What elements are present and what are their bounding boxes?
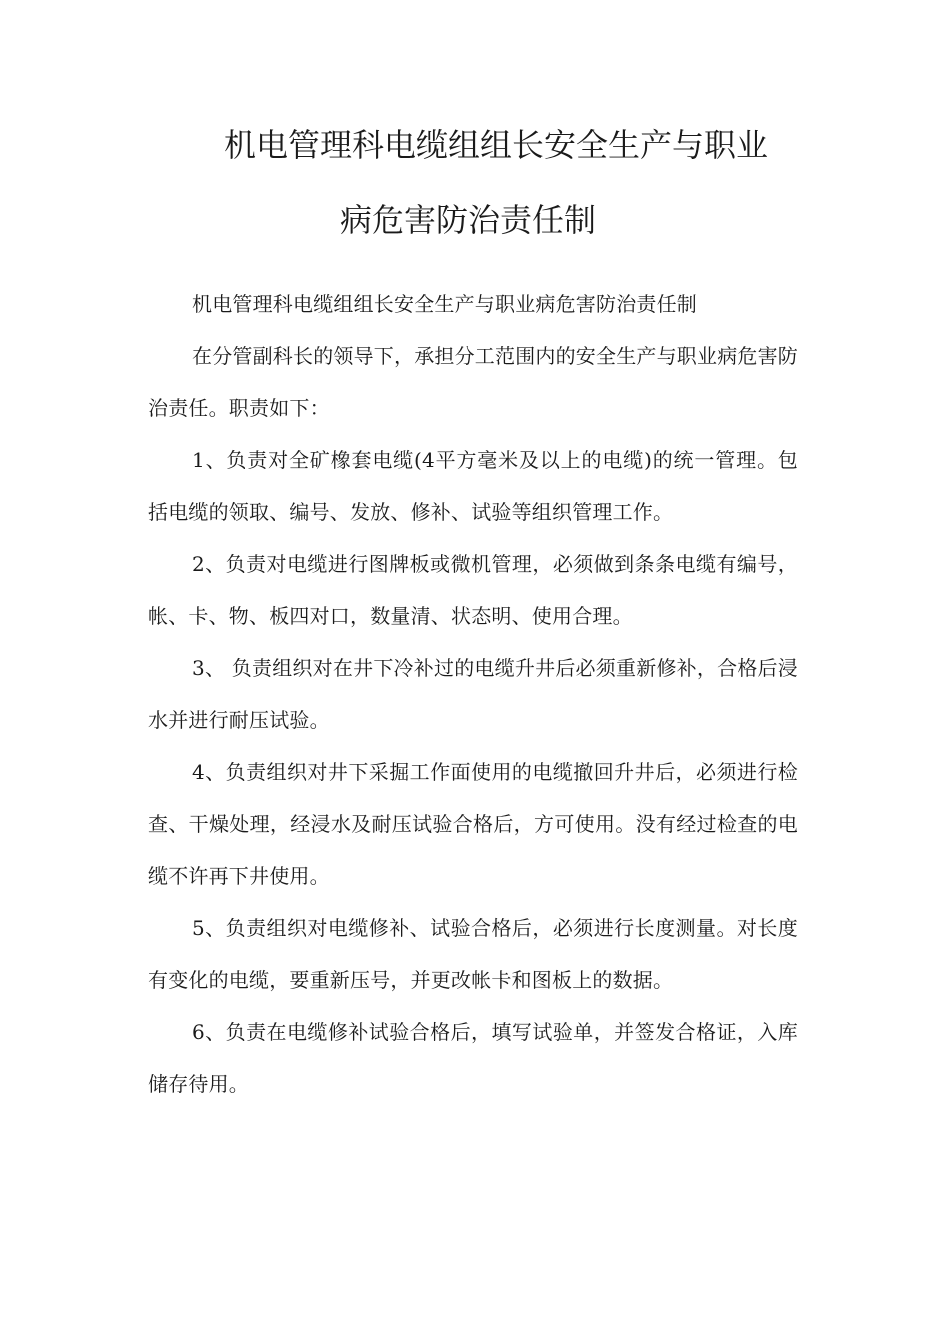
document-title-line-1: 机电管理科电缆组组长安全生产与职业 — [224, 126, 769, 164]
paragraph-duty-3: 3、 负责组织对在井下冷补过的电缆升井后必须重新修补，合格后浸水并进行耐压试验。 — [148, 656, 798, 732]
paragraph-duty-2: 2、负责对电缆进行图牌板或微机管理，必须做到条条电缆有编号，帐、卡、物、板四对口，数量清、状态明、使用合理。 — [148, 552, 798, 628]
paragraph-duty-1: 1、负责对全矿橡套电缆(4平方毫米及以上的电缆)的统一管理。包括电缆的领取、编号、发放、修补、试验等组织管理工作。 — [148, 448, 798, 524]
document-title-line-2: 病危害防治责任制 — [340, 201, 597, 239]
paragraph-duty-6: 6、负责在电缆修补试验合格后，填写试验单，并签发合格证，入库储存待用。 — [148, 1020, 798, 1096]
paragraph-duty-4: 4、负责组织对井下采掘工作面使用的电缆撤回升井后，必须进行检查、干燥处理，经浸水及耐压试验合格后，方可使用。没有经过检查的电缆不许再下井使用。 — [148, 760, 798, 888]
paragraph-duty-5: 5、负责组织对电缆修补、试验合格后，必须进行长度测量。对长度有变化的电缆，要重新压号，并更改帐卡和图板上的数据。 — [148, 916, 798, 992]
document-body — [148, 278, 798, 1110]
paragraph-heading: 机电管理科电缆组组长安全生产与职业病危害防治责任制 — [192, 292, 697, 316]
paragraph-intro: 在分管副科长的领导下，承担分工范围内的安全生产与职业病危害防治责任。职责如下： — [148, 344, 798, 420]
